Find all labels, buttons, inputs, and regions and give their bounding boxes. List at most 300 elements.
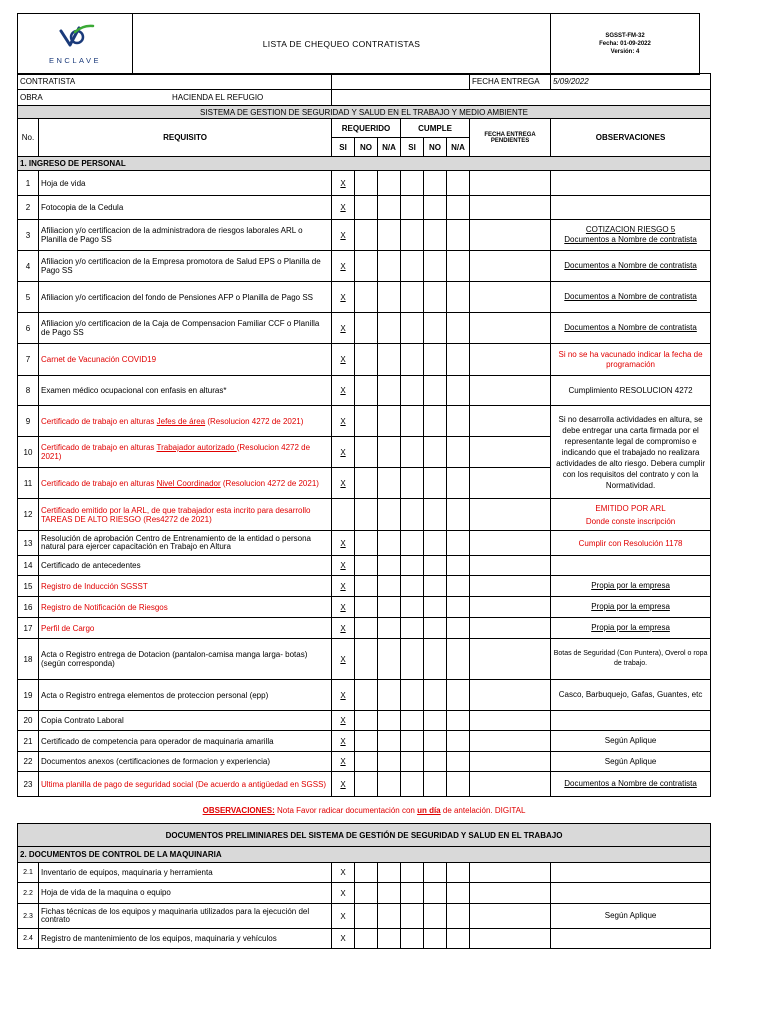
fecha-pend-cell[interactable] (470, 376, 551, 406)
cumple-si-cell[interactable] (401, 171, 424, 196)
fecha-pend-cell[interactable] (470, 772, 551, 797)
requerido-si-mark[interactable]: X (332, 772, 355, 797)
requerido-na-cell[interactable] (378, 883, 401, 904)
row-requisito (39, 437, 332, 468)
observacion-cell (551, 576, 711, 597)
observacion-cell: Si no se ha vacunado indicar la fecha de programación (551, 344, 711, 376)
cumple-no-cell[interactable] (424, 618, 447, 639)
requerido-si-mark[interactable]: X (332, 929, 355, 949)
row-requisito: Resolución de aprobación Centro de Entrenamiento de la entidad o persona natural para ejercer capacitación en Trabajo en Altura (39, 531, 332, 556)
requerido-na-cell[interactable] (378, 731, 401, 752)
requerido-na-cell[interactable] (378, 904, 401, 929)
requisito-part: (Resolucion 4272 de 2021) (220, 478, 319, 488)
cumple-si-cell[interactable] (401, 597, 424, 618)
obra-value: HACIENDA EL REFUGIO (172, 93, 264, 102)
requerido-no-cell[interactable] (355, 929, 378, 949)
requerido-no-cell[interactable] (355, 531, 378, 556)
cumple-no-cell[interactable] (424, 929, 447, 949)
row-requisito (39, 468, 332, 499)
requerido-si-mark[interactable]: X (332, 680, 355, 711)
observacion-text: Documentos a Nombre de contratista (564, 235, 697, 244)
cumple-na-cell[interactable] (447, 171, 470, 196)
requerido-na-cell[interactable] (378, 531, 401, 556)
requerido-no-cell[interactable] (355, 639, 378, 680)
fecha-pend-cell[interactable] (470, 171, 551, 196)
obra-label (18, 90, 332, 106)
requisito-part: Certificado de trabajo en alturas (41, 478, 157, 488)
enclave-logo-icon (55, 23, 95, 49)
observacion-arl: EMITIDO POR ARL (595, 503, 666, 513)
observacion-cell: Según Aplique (551, 731, 711, 752)
requerido-si-mark[interactable]: X (332, 639, 355, 680)
requerido-si-mark[interactable]: X (332, 344, 355, 376)
fecha-pend-cell[interactable] (470, 929, 551, 949)
requerido-si-mark[interactable]: X (332, 251, 355, 282)
observacion-cell: Cumplimiento RESOLUCION 4272 (551, 376, 711, 406)
table-row (18, 406, 711, 437)
cumple-no-cell[interactable] (424, 313, 447, 344)
fecha-pend-cell[interactable] (470, 711, 551, 731)
col-fecha-pend-header: FECHA ENTREGA PENDIENTES (470, 119, 551, 157)
requerido-si-mark[interactable]: X (332, 313, 355, 344)
cumple-si-cell[interactable] (401, 556, 424, 576)
requerido-no-cell[interactable] (355, 171, 378, 196)
requerido-no-cell[interactable] (355, 752, 378, 772)
cumple-na-cell[interactable] (447, 597, 470, 618)
table-row (18, 344, 711, 376)
requerido-no-cell[interactable] (355, 282, 378, 313)
cumple-no-cell[interactable] (424, 282, 447, 313)
cumple-si: SI (401, 138, 424, 157)
observacion-cell: Según Aplique (551, 904, 711, 929)
cumple-na-cell[interactable] (447, 251, 470, 282)
requisito-part: (Resolucion 4272 de 2021) (205, 416, 304, 426)
cumple-na-cell[interactable] (447, 220, 470, 251)
cumple-no-cell[interactable] (424, 499, 447, 531)
cumple-si-cell[interactable] (401, 863, 424, 883)
cumple-no-cell[interactable] (424, 468, 447, 499)
cumple-na-cell[interactable] (447, 437, 470, 468)
observacion-cell (551, 196, 711, 220)
cumple-na-cell[interactable] (447, 313, 470, 344)
fecha-pend-cell[interactable] (470, 196, 551, 220)
fecha-pend-cell[interactable] (470, 731, 551, 752)
fecha-pend-cell[interactable] (470, 499, 551, 531)
fecha-pend-cell[interactable] (470, 618, 551, 639)
observacion-text: Propia por la empresa (591, 581, 670, 590)
row-requisito: Acta o Registro entrega elementos de proteccion personal (epp) (39, 680, 332, 711)
fecha-pend-cell[interactable] (470, 344, 551, 376)
fecha-pend-cell[interactable] (470, 406, 551, 437)
cumple-no-cell[interactable] (424, 731, 447, 752)
observacion-cell (551, 499, 711, 531)
document-header (17, 13, 700, 75)
requerido-no-cell[interactable] (355, 680, 378, 711)
requerido-si-mark[interactable]: X (332, 597, 355, 618)
row-number: 13 (18, 531, 39, 556)
fecha-pend-cell[interactable] (470, 904, 551, 929)
cumple-na-cell[interactable] (447, 752, 470, 772)
observacion-inscripcion: Donde conste inscripción (585, 516, 676, 526)
fecha-pend-cell[interactable] (470, 313, 551, 344)
cumple-si-cell[interactable] (401, 618, 424, 639)
requerido-no-cell[interactable] (355, 196, 378, 220)
document-date: Fecha: 01-09-2022 (599, 41, 651, 47)
logo-text: ENCLAVE (49, 56, 101, 65)
table-row (18, 556, 711, 576)
cumple-na-cell[interactable] (447, 406, 470, 437)
cumple-na-cell[interactable] (447, 499, 470, 531)
requerido-na-cell[interactable] (378, 711, 401, 731)
row-requisito: Fichas técnicas de los equipos y maquinaria utilizados para la ejecución del contrato (39, 904, 332, 929)
requerido-no-cell[interactable] (355, 731, 378, 752)
requerido-na-cell[interactable] (378, 251, 401, 282)
cumple-na-cell[interactable] (447, 282, 470, 313)
requerido-no-cell[interactable] (355, 313, 378, 344)
row-requisito: Examen médico ocupacional con enfasis en alturas* (39, 376, 332, 406)
table-row (18, 752, 711, 772)
requerido-no-cell[interactable] (355, 711, 378, 731)
row-number: 14 (18, 556, 39, 576)
observacion-cell (551, 618, 711, 639)
observacion-cell (551, 883, 711, 904)
cumple-si-cell[interactable] (401, 576, 424, 597)
requerido-na-cell[interactable] (378, 639, 401, 680)
row-requisito: Afiliacion y/o certificacion del fondo de Pensiones AFP o Planilla de Pago SS (39, 282, 332, 313)
requerido-no-cell[interactable] (355, 220, 378, 251)
requerido-no-cell[interactable] (355, 863, 378, 883)
requerido-na-cell[interactable] (378, 576, 401, 597)
requisito-level: Jefes de área (156, 416, 206, 426)
row-number: 2.1 (18, 863, 39, 883)
requerido-si-mark[interactable]: X (332, 376, 355, 406)
requerido-si-mark[interactable]: X (332, 731, 355, 752)
cumple-si-cell[interactable] (401, 639, 424, 680)
row-requisito: Documentos anexos (certificaciones de formacion y experiencia) (39, 752, 332, 772)
fecha-pend-cell[interactable] (470, 680, 551, 711)
requerido-no-cell[interactable] (355, 772, 378, 797)
cumple-si-cell[interactable] (401, 406, 424, 437)
cumple-no-cell[interactable] (424, 772, 447, 797)
cumple-no-cell[interactable] (424, 752, 447, 772)
cumple-si-cell[interactable] (401, 499, 424, 531)
requerido-na-cell[interactable] (378, 680, 401, 711)
fecha-pend-cell[interactable] (470, 437, 551, 468)
table-row (18, 639, 711, 680)
checklist-table (17, 73, 711, 949)
cumple-si-cell[interactable] (401, 196, 424, 220)
row-requisito: Afiliacion y/o certificacion de la administradora de riesgos laborales ARL o Planilla de Pago SS (39, 220, 332, 251)
requerido-si-mark[interactable]: X (332, 406, 355, 437)
cumple-si-cell[interactable] (401, 531, 424, 556)
row-number: 16 (18, 597, 39, 618)
observaciones-text: Nota Favor radicar documentación con (274, 805, 418, 815)
cumple-si-cell[interactable] (401, 752, 424, 772)
requerido-no-cell[interactable] (355, 251, 378, 282)
cumple-no-cell[interactable] (424, 576, 447, 597)
cumple-no-cell[interactable] (424, 863, 447, 883)
col-observaciones-header: OBSERVACIONES (551, 119, 711, 157)
cumple-na-cell[interactable] (447, 929, 470, 949)
table-row (18, 171, 711, 196)
cumple-no-cell[interactable] (424, 406, 447, 437)
requerido-na-cell[interactable] (378, 196, 401, 220)
table-row (18, 711, 711, 731)
requerido-no-cell[interactable] (355, 576, 378, 597)
requisito-part: (Resolucion 4272 de 2021) (41, 443, 311, 461)
requerido-si-mark[interactable]: X (332, 171, 355, 196)
table-row (18, 863, 711, 883)
cumple-no-cell[interactable] (424, 251, 447, 282)
cumple-si-cell[interactable] (401, 468, 424, 499)
fecha-pend-cell[interactable] (470, 752, 551, 772)
cumple-no-cell[interactable] (424, 196, 447, 220)
cumple-no-cell[interactable] (424, 711, 447, 731)
observacion-text: Documentos a Nombre de contratista (564, 779, 697, 788)
cumple-si-cell[interactable] (401, 376, 424, 406)
cumple-no-cell[interactable] (424, 556, 447, 576)
requerido-no-cell[interactable] (355, 597, 378, 618)
cumple-na-cell[interactable] (447, 376, 470, 406)
requerido-si-mark[interactable]: X (332, 863, 355, 883)
cumple-na-cell[interactable] (447, 883, 470, 904)
requerido-na-cell[interactable] (378, 344, 401, 376)
table-row (18, 499, 711, 531)
fecha-entrega-value[interactable]: 5/09/2022 (551, 74, 711, 90)
fecha-pend-cell[interactable] (470, 220, 551, 251)
cumple-na-cell[interactable] (447, 904, 470, 929)
requerido-na-cell[interactable] (378, 499, 401, 531)
table-row (18, 313, 711, 344)
row-number: 22 (18, 752, 39, 772)
requerido-na-cell[interactable] (378, 406, 401, 437)
obra-extra (332, 90, 711, 106)
requerido-na-cell[interactable] (378, 171, 401, 196)
row-number: 23 (18, 772, 39, 797)
requerido-na-cell[interactable] (378, 556, 401, 576)
requerido-no-cell[interactable] (355, 468, 378, 499)
cumple-si-cell[interactable] (401, 904, 424, 929)
cumple-no-cell[interactable] (424, 639, 447, 680)
requerido-si-mark[interactable]: X (332, 904, 355, 929)
requerido-na-cell[interactable] (378, 282, 401, 313)
requerido-si-cell[interactable] (332, 499, 355, 531)
requerido-si-mark[interactable]: X (332, 883, 355, 904)
observacion-cell (551, 863, 711, 883)
requerido-si-mark[interactable]: X (332, 711, 355, 731)
row-number: 1 (18, 171, 39, 196)
observacion-cell (551, 220, 711, 251)
requerido-si-mark[interactable]: X (332, 618, 355, 639)
cumple-no-cell[interactable] (424, 171, 447, 196)
cumple-no-cell[interactable] (424, 344, 447, 376)
fecha-pend-cell[interactable] (470, 556, 551, 576)
requerido-si-mark[interactable]: X (332, 556, 355, 576)
cumple-na-cell[interactable] (447, 731, 470, 752)
obra-label-text: OBRA (20, 93, 43, 102)
cumple-no-cell[interactable] (424, 437, 447, 468)
row-requisito: Hoja de vida (39, 171, 332, 196)
cumple-na-cell[interactable] (447, 618, 470, 639)
fecha-pend-cell[interactable] (470, 468, 551, 499)
document-version: Versión: 4 (610, 49, 640, 55)
table-row (18, 618, 711, 639)
cumple-no-cell[interactable] (424, 883, 447, 904)
fecha-pend-cell[interactable] (470, 883, 551, 904)
requerido-no-cell[interactable] (355, 376, 378, 406)
requerido-no-cell[interactable] (355, 499, 378, 531)
requerido-si-mark[interactable]: X (332, 196, 355, 220)
requerido-si-mark[interactable]: X (332, 752, 355, 772)
requerido-na-cell[interactable] (378, 772, 401, 797)
observacion-cell (551, 556, 711, 576)
cumple-si-cell[interactable] (401, 282, 424, 313)
observacion-cell: Botas de Seguridad (Con Puntera), Overol o ropa de trabajo. (551, 639, 711, 680)
requerido-no-cell[interactable] (355, 406, 378, 437)
document-code: SGSST-FM-32 (605, 33, 645, 39)
requerido-na-cell[interactable] (378, 376, 401, 406)
row-requisito: Registro de Inducción SGSST (39, 576, 332, 597)
cumple-na-cell[interactable] (447, 639, 470, 680)
table-row (18, 220, 711, 251)
document-title: LISTA DE CHEQUEO CONTRATISTAS (133, 14, 551, 75)
observacion-cell (551, 171, 711, 196)
cumple-no-cell[interactable] (424, 531, 447, 556)
table-row (18, 251, 711, 282)
cumple-si-cell[interactable] (401, 437, 424, 468)
requerido-si-mark[interactable]: X (332, 468, 355, 499)
cumple-no-cell[interactable] (424, 220, 447, 251)
contratista-label: CONTRATISTA (18, 74, 332, 90)
requerido-no-cell[interactable] (355, 883, 378, 904)
row-number: 4 (18, 251, 39, 282)
observacion-text: Documentos a Nombre de contratista (564, 261, 697, 270)
requerido-na-cell[interactable] (378, 313, 401, 344)
fecha-pend-cell[interactable] (470, 531, 551, 556)
cumple-si-cell[interactable] (401, 711, 424, 731)
table-row (18, 376, 711, 406)
fecha-pend-cell[interactable] (470, 597, 551, 618)
requerido-si-mark[interactable]: X (332, 282, 355, 313)
cumple-no-cell[interactable] (424, 904, 447, 929)
requerido-na-cell[interactable] (378, 437, 401, 468)
cumple-si-cell[interactable] (401, 313, 424, 344)
row-number: 5 (18, 282, 39, 313)
section-2-banner: DOCUMENTOS PRELIMINIARES DEL SISTEMA DE GESTIÓN DE SEGURIDAD Y SALUD EN EL TRABAJO (18, 824, 711, 847)
requerido-na-cell[interactable] (378, 863, 401, 883)
logo-cell (18, 14, 133, 75)
cumple-si-cell[interactable] (401, 220, 424, 251)
row-number: 12 (18, 499, 39, 531)
requerido-si-mark[interactable]: X (332, 437, 355, 468)
section-2-title: 2. DOCUMENTOS DE CONTROL DE LA MAQUINARIA (18, 847, 711, 863)
fecha-pend-cell[interactable] (470, 576, 551, 597)
requisito-level: Trabajador autorizado (156, 443, 237, 452)
cumple-no-cell[interactable] (424, 597, 447, 618)
fecha-pend-cell[interactable] (470, 863, 551, 883)
contratista-value[interactable] (332, 74, 470, 90)
row-number: 18 (18, 639, 39, 680)
fecha-pend-cell[interactable] (470, 282, 551, 313)
col-requisito-header: REQUISITO (39, 119, 332, 157)
requerido-na-cell[interactable] (378, 929, 401, 949)
observaciones-banner (18, 797, 711, 824)
requerido-no-cell[interactable] (355, 556, 378, 576)
row-number: 2 (18, 196, 39, 220)
row-number: 20 (18, 711, 39, 731)
requerido-na-cell[interactable] (378, 468, 401, 499)
observacion-cell: Cumplir con Resolución 1178 (551, 531, 711, 556)
cumple-si-cell[interactable] (401, 929, 424, 949)
requerido-si-mark[interactable]: X (332, 220, 355, 251)
col-requerido-header: REQUERIDO (332, 119, 401, 138)
fecha-entrega-label: FECHA ENTREGA (470, 74, 551, 90)
observacion-cell: Casco, Barbuquejo, Gafas, Guantes, etc (551, 680, 711, 711)
row-requisito: Registro de mantenimiento de los equipos, maquinaria y vehículos (39, 929, 332, 949)
requerido-no-cell[interactable] (355, 437, 378, 468)
cumple-na-cell[interactable] (447, 196, 470, 220)
requerido-no-cell[interactable] (355, 904, 378, 929)
requerido-si-mark[interactable]: X (332, 576, 355, 597)
observacion-cell (551, 313, 711, 344)
row-number: 9 (18, 406, 39, 437)
requerido-na-cell[interactable] (378, 752, 401, 772)
fecha-pend-cell[interactable] (470, 251, 551, 282)
cumple-si-cell[interactable] (401, 344, 424, 376)
table-row (18, 680, 711, 711)
cumple-na-cell[interactable] (447, 468, 470, 499)
requisito-level: Nivel Coordinador (156, 478, 221, 488)
cumple-na-cell[interactable] (447, 576, 470, 597)
fecha-pend-cell[interactable] (470, 639, 551, 680)
observaciones-text-end: de antelación. DIGITAL (440, 805, 526, 815)
cumple-no-cell[interactable] (424, 680, 447, 711)
requerido-no-cell[interactable] (355, 618, 378, 639)
observaciones-key: un día (417, 805, 441, 815)
cumple-na-cell[interactable] (447, 556, 470, 576)
cumple-na-cell[interactable] (447, 680, 470, 711)
observacion-text: Propia por la empresa (591, 623, 670, 632)
row-number: 21 (18, 731, 39, 752)
cumple-si-cell[interactable] (401, 731, 424, 752)
cumple-si-cell[interactable] (401, 883, 424, 904)
row-number: 7 (18, 344, 39, 376)
observacion-cell (551, 282, 711, 313)
requerido-na-cell[interactable] (378, 597, 401, 618)
requerido-na-cell[interactable] (378, 220, 401, 251)
cumple-na-cell[interactable] (447, 863, 470, 883)
requerido-na-cell[interactable] (378, 618, 401, 639)
cumple-no-cell[interactable] (424, 376, 447, 406)
row-requisito: Fotocopia de la Cedula (39, 196, 332, 220)
table-row (18, 904, 711, 929)
cumple-si-cell[interactable] (401, 680, 424, 711)
cumple-si-cell[interactable] (401, 251, 424, 282)
cumple-na-cell[interactable] (447, 344, 470, 376)
cumple-na-cell[interactable] (447, 531, 470, 556)
table-row (18, 597, 711, 618)
row-requisito: Perfil de Cargo (39, 618, 332, 639)
row-requisito: Certificado de antecedentes (39, 556, 332, 576)
row-requisito: Registro de Notificación de Riesgos (39, 597, 332, 618)
cumple-na-cell[interactable] (447, 711, 470, 731)
observaciones-label: OBSERVACIONES: (202, 805, 275, 815)
observacion-cell (551, 929, 711, 949)
requerido-no-cell[interactable] (355, 344, 378, 376)
requerido-si-mark[interactable]: X (332, 531, 355, 556)
cumple-na-cell[interactable] (447, 772, 470, 797)
cumple-si-cell[interactable] (401, 772, 424, 797)
